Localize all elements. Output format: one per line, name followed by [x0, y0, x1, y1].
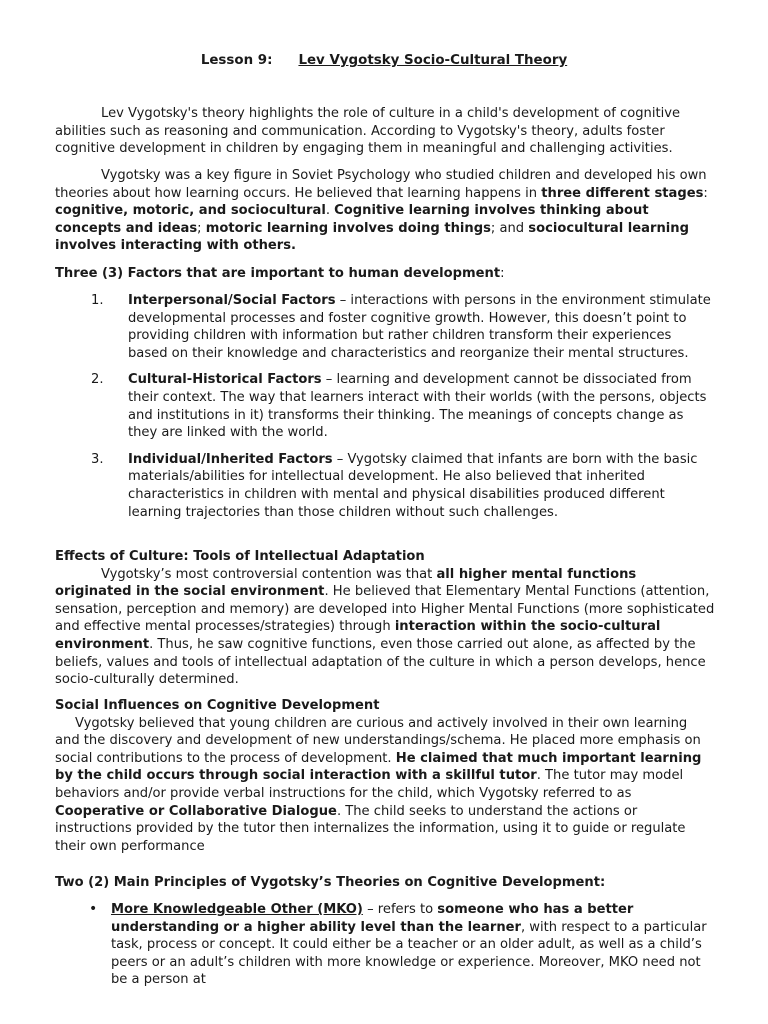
section-heading: Social Influences on Cognitive Development: [55, 698, 380, 713]
factors-heading: Three (3) Factors that are important to human development:: [55, 266, 505, 281]
principles-heading: Two (2) Main Principles of Vygotsky’s Theories on Cognitive Development:: [55, 875, 606, 890]
list-item: • More Knowledgeable Other (MKO) – refers to someone who has a better understanding or a higher ability level than the learner, with respect to a particular task, process or concept. It could either be a teacher or an older adult, as well as a child’s peers or an adult’s children with more knowledge or experience. Moreover, MKO need not be a person at: [89, 901, 707, 988]
bullet-icon: •: [89, 901, 98, 917]
culture-section: Effects of Culture: Tools of Intellectual Adaptation Vygotsky’s most controversial contention was that all higher mental functions originated in the social environment. He believed that Elementary Mental Functions (attention, sensation, perception and memory) are developed into Higher Mental Functions (more sophisticated and effective mental processes/strategies) through interaction within the socio-cultural environment. Thus, he saw cognitive functions, even those carried out alone, as affected by the beliefs, values and tools of intellectual adaptation of the culture in which a person develops, hence socio-culturally determined.: [55, 549, 715, 688]
intro-paragraph-1: Lev Vygotsky's theory highlights the role of culture in a child's development of cognitive abilities such as reasoning and communication. According to Vygotsky's theory, adults foster cognitive development in children by engaging them in meaningful and challenging activities.: [55, 106, 681, 157]
lesson-title: [0, 52, 768, 70]
list-item: 1. Interpersonal/Social Factors – interactions with persons in the environment stimulate developmental processes and foster cognitive growth. However, this doesn’t point to providing children with information but rather children transform their experiences based on their knowledge and characteristics and reorganize their mental structures.: [91, 293, 711, 361]
lesson-number: Lesson 9:: [200, 53, 273, 68]
factors-list: [55, 292, 715, 530]
principles-list: [55, 901, 715, 989]
section-heading: Effects of Culture: Tools of Intellectual Adaptation: [55, 549, 425, 564]
list-item: 3. Individual/Inherited Factors – Vygotsky claimed that infants are born with the basic materials/abilities for intellectual development. He also believed that inherited characteristics in children with mental and physical disabilities produced different learning trajectories than those children without such challenges.: [91, 451, 698, 520]
lesson-topic: Lev Vygotsky Socio-Cultural Theory: [298, 53, 568, 68]
social-section: Social Influences on Cognitive Development Vygotsky believed that young children are curious and actively involved in their own learning and the discovery and development of new understandings/schema. He placed more emphasis on social contributions to the process of development. He claimed that much important learning by the child occurs through social interaction with a skillful tutor. The tutor may model behaviors and/or provide verbal instructions for the child, which Vygotsky referred to as Cooperative or Collaborative Dialogue. The child seeks to understand the actions or instructions provided by the tutor then internalizes the information, using it to guide or regulate their own performance: [55, 697, 715, 855]
intro-paragraph-2: Vygotsky was a key figure in Soviet Psychology who studied children and developed his own theories about how learning occurs. He believed that learning happens in three different stages: cognitive, motoric, and sociocultural. Cognitive learning involves thinking about concepts and ideas; motoric learning involves doing things; and sociocultural learning involves interacting with others.: [55, 168, 708, 254]
list-item: 2. Cultural-Historical Factors – learning and development cannot be dissociated from their context. The way that learners interact with their worlds (with the persons, objects and institutions in it) transforms their thinking. The meanings of concepts change as they are linked with the world.: [91, 372, 707, 441]
